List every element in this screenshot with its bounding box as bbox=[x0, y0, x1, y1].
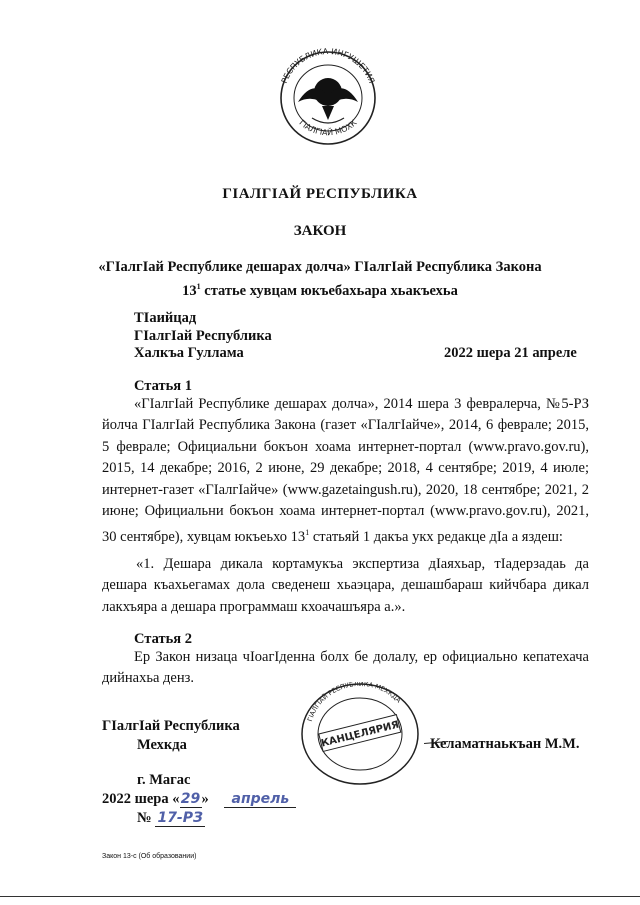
eagle-emblem-icon bbox=[268, 48, 388, 148]
article2-heading: Статья 2 bbox=[134, 631, 192, 647]
article1-text: «ГIалгIай Республике дешарах долча», 2014 шера 3 февралерча, №5-РЗ йолча ГIалгIай Республика Закона (газет «ГIалгIайче», 2014, 6 феврале; 2015, 5 феврале; Официальни бокъон хоама интернет-портал (www.pravo.gov.ru), 2015, 14 декабре; 2016, 2 июне, 29 декабре; 2018, 4 сентябре; 2019, 4 июле; интернет-газет «ГIалгIайче» (www.gazetaingush.ru), 2020, 18 сентябре; 2021, 2 июне; Официальни бокъон хоама интернет-портал (www.pravo.gov.ru), 2021, 30 сентябре), хувцам юкъеьхо 13 bbox=[102, 396, 589, 546]
article2-text: Ер Закон низаца чIоагIденна болх бе долалу, ер официально кепатехача дийнахьа денз. bbox=[102, 649, 589, 687]
place-city: г. Магас bbox=[137, 772, 191, 788]
emblem-bottom-text: ГIАЛГIАЙ МОХК bbox=[297, 118, 359, 138]
signatory-title: ГIалгIай Республика bbox=[102, 718, 240, 734]
law-title-line2: статье хувцам юкъебахьара хьакъехьа bbox=[200, 282, 458, 299]
adopted-by bbox=[134, 310, 272, 363]
signatory-name: Келаматнаькъан М.М. bbox=[430, 736, 580, 752]
article1-heading: Статья 1 bbox=[134, 378, 192, 394]
law-number bbox=[137, 810, 205, 827]
adopted-line3: Халкъа Гуллама bbox=[134, 345, 244, 361]
date-day: 29 bbox=[180, 791, 201, 807]
signing-date bbox=[102, 791, 296, 808]
republic-emblem bbox=[268, 48, 388, 148]
document-type: ЗАКОН bbox=[293, 223, 347, 239]
law-title-article-sup: 1 bbox=[196, 282, 201, 291]
adopted-date: 2022 шера 21 апреле bbox=[444, 345, 577, 361]
number-value: 17-РЗ bbox=[155, 810, 205, 827]
article1-text-end: статьяй 1 дакъа укх редакце дIа а яздеш: bbox=[309, 529, 563, 546]
article1-quote: «1. Дешара дикала кортамукъа экспертиза дIаяхьар, тIадерзадаь да дешара къахьегамах дола сведенеш хьаэцара, дешашбараш кийчбара дикал лакхъяра а дешара программаш кхоачашъяра а.». bbox=[102, 556, 589, 615]
number-prefix: № bbox=[137, 810, 152, 826]
stamp-outer-text: ГIАЛГIАЙ РЕСПУБЛИКА МЕХКДА bbox=[305, 682, 403, 723]
law-title bbox=[0, 258, 640, 301]
law-title-article-num: 13 bbox=[182, 282, 197, 299]
stamp-center-text: КАНЦЕЛЯРИЯ bbox=[320, 719, 401, 750]
signatory-position: Мехкда bbox=[137, 737, 187, 753]
date-mid: » bbox=[201, 791, 209, 807]
adopted-line2: ГIалгIай Республика bbox=[134, 327, 272, 344]
date-month: апрель bbox=[224, 791, 296, 808]
article1-sup: 1 bbox=[305, 528, 310, 538]
svg-text:ГIАЛГIАЙ МОХК bbox=[297, 118, 358, 137]
date-prefix: 2022 шера « bbox=[102, 791, 180, 807]
law-title-line1: «ГIалгIай Республике дешарах долча» ГIалгIай Республика Закона bbox=[98, 259, 542, 275]
emblem-top-text: РЕСПУБЛИКА ИНГУШЕТИЯ bbox=[279, 48, 377, 85]
footer-note: Закон 13-с (Об образовании) bbox=[102, 853, 197, 860]
round-seal-icon bbox=[298, 682, 422, 786]
bottom-scan-edge bbox=[0, 896, 640, 897]
republic-heading: ГIАЛГIАЙ РЕСПУБЛИКА bbox=[222, 186, 418, 202]
official-stamp bbox=[298, 682, 422, 786]
adopted-line1: ТIаийцад bbox=[134, 310, 197, 326]
article1-paragraph bbox=[102, 394, 589, 549]
